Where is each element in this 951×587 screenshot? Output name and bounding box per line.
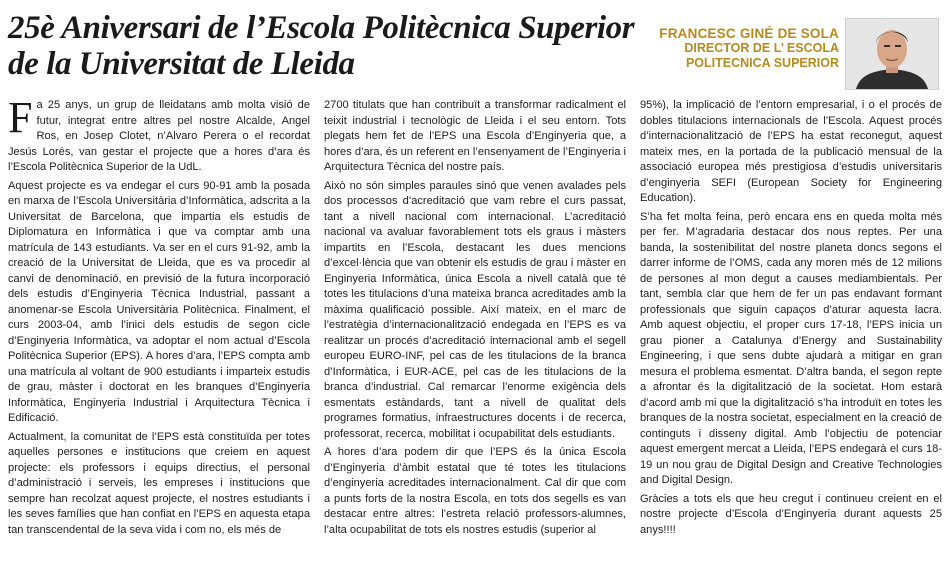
author-name: FRANCESC GINÉ DE SOLA	[659, 26, 839, 41]
author-byline	[609, 26, 839, 71]
paragraph: 95%), la implicació de l’entorn empresarial, i o el procés de dobles titulacions internacionals de l’Escola. Aquest procés d’internacionalització de l’EPS ha estat reconegut, aquest mateix mes, en la portada de la publicació mensual de la associació europea més prestigiosa d’estudis universitaris d’enginyeria SEFI (European Society for Engineering Education).	[640, 99, 942, 204]
title-line-2: de la Universitat de Lleida	[8, 46, 355, 82]
article-header	[0, 0, 951, 92]
author-portrait-icon	[846, 19, 938, 89]
paragraph: Aquest projecte es va endegar el curs 90-91 amb la posada en marxa de l’Escola Universitària d’Informàtica, adscrita a la Universitat de Barcelona, que impartia els estudis de Diplomatura en Informàtica i que va comptar amb una matrícula de 143 estudiants. Va ser en el curs 91-92, amb la creació de la Universitat de Lleida, que es va procedir al canvi de denominació, en previsió de la futura incorporació dels estudis d’Enginyeria Tècnica Industrial, passant a anomenar-se Escola Universitària Politècnica. Finalment, el curs 2003-04, amb l’inici dels estudis de segon cicle d’Enginyeria Informàtica, va adoptar el nom actual d’Escola Politècnica Superior (EPS). A hores d’ara, l’EPS compta amb una matrícula al voltant de 900 estudiants i imparteix estudis de grau, màster i doctorat en les branques d’Enginyeria Informàtica, Enginyeria Industrial i Arquitectura Tècnica i Edificació.	[8, 179, 310, 424]
paragraph: Actualment, la comunitat de l’EPS està constituïda per totes aquelles persones e institucions que creiem en aquest projecte: els professors i equips directius, el personal d’administració i serveis, les empreses i institucions que sempre han recolzat aquest projecte, el nostres estudiants i les seves famílies que han confiat en l’EPS en aquesta etapa tan transcendental de la seva vida i com no, els més de	[8, 430, 310, 536]
title-line-1: 25è Aniversari de l’Escola Politècnica Superior	[8, 10, 635, 46]
article-title	[8, 10, 648, 82]
paragraph: Això no són simples paraules sinó que venen avalades pels dos processos d’acreditació que vam rebre el curs passat, tant a nivell nacional com internacional. L’acreditació nacional va avaluar favorablement tots els graus i màsters impartits en l’Escola, destacant les dues mencions d’excel·lència que van obtenir els estudis de grau i màster en Enginyeria Informàtica, única Escola a nivell català que té totes les titulacions d’una mateixa branca acreditades amb la màxima qualificació possible. Així mateix, en el marc de l’estratègia d’internacionalització endegada en l’EPS es va realitzar un procés d’acreditació internacional amb el segell europeu EURO-INF, pel cas de les titulacions de la branca d’Informàtica, i EUR-ACE, pel cas de les titulacions de la branca d’industrial. Cal remarcar l’enorme exigència dels esmentats estàndards, tant a nivell de qualitat dels programes formatius, infraestructures docents i de recerca, professorat, recerca, mobilitat i ocupabilitat dels estudiants.	[324, 179, 626, 440]
author-role-line-2: POLITECNICA SUPERIOR	[685, 56, 839, 70]
paragraph: Gràcies a tots els que heu cregut i continueu creient en el nostre projecte d’Escola d’Enginyeria durant aquests 25 anys!!!!	[640, 492, 942, 536]
author-photo	[845, 18, 939, 90]
paragraph: S’ha fet molta feina, però encara ens en queda molta més per fer. M’agradaria destacar dos nous reptes. Per una banda, la sostenibilitat del nostre planeta doncs segons el darrer informe de l’OMS, cada any moren més de 12 milions de persones al mon degut a causes mediambientals. Per tant, sembla clar que hem de fer un pas endavant formant professionals que siguin capaços d’aturar aquesta lacra. Amb aquest objectiu, el proper curs 17-18, l’EPS inicia un grau pioner a Catalunya d’Energy and Sustainability Engineering, i que sens dubte ajudarà a mitigar en gran mesura el problema esmentat. D’altra banda, el segon repte a afrontar és la digitalització de la societat. Hom estarà d’acord amb mi que la digitalització s’ha introduït en totes les branques de la nostra societat, especialment en la creació de continguts i disseny digital. Amb l’objectiu de potenciar aquest emergent mercat a Lleida, l’EPS endegarà el curs 18-19 un nou grau de Digital Design and Creative Technologies and Digital Design.	[640, 210, 942, 486]
paragraph: A hores d’ara podem dir que l’EPS és la única Escola d’Enginyeria d’àmbit estatal que té totes les titulacions d’enginyeria acreditades internacionalment. Cal dir que com a punts forts de la nostra Escola, en tots dos segells es van destacar entre altres: l’estreta relació professors-alumnes, l’alta ocupabilitat de tots els nostres estudis (superior al	[324, 446, 626, 536]
article-body	[8, 98, 943, 582]
column-1	[8, 98, 310, 582]
paragraph: Fa 25 anys, un grup de lleidatans amb molta visió de futur, integrat entre altres pel nostre Alcalde, Angel Ros, en Josep Clotet, n’Alvaro Perera o el recordat Jesús Lorés, van gestar el projecte que a hores d’ara és l’Escola Politècnica Superior de la UdL.	[8, 98, 310, 173]
drop-cap: F	[8, 98, 33, 142]
paragraph: 2700 titulats que han contribuït a transformar radicalment el teixit industrial i tecnològic de Lleida i el seu entorn. Tots plegats hem fet de l’EPS una Escola d’Enginyeria que, a hores d’ara, és un referent en l’ensenyament de l’Enginyeria i Arquitectura Tècnica del nostre país.	[324, 99, 626, 173]
column-3	[640, 98, 942, 582]
column-2	[324, 98, 626, 582]
author-role-line-1: DIRECTOR DE L’ ESCOLA	[684, 41, 839, 55]
